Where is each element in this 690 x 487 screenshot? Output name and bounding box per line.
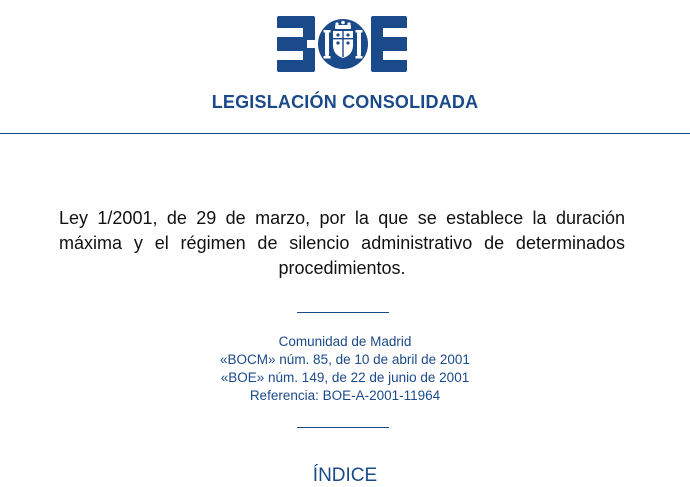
- coat-of-arms-icon: [318, 19, 368, 69]
- index-heading: ÍNDICE: [312, 465, 378, 486]
- section-title: LEGISLACIÓN CONSOLIDADA: [211, 92, 479, 112]
- publication-info: [0, 333, 690, 405]
- logo-letter-e: [371, 16, 407, 72]
- boe-logo: [277, 16, 407, 72]
- separator-top: [297, 312, 389, 313]
- separator-bottom: [297, 427, 389, 428]
- publication-community: Comunidad de Madrid: [278, 334, 412, 349]
- header-divider: [0, 133, 690, 134]
- publication-bocm: «BOCM» núm. 85, de 10 de abril de 2001: [220, 352, 470, 367]
- publication-reference: Referencia: BOE-A-2001-11964: [249, 388, 441, 403]
- publication-boe: «BOE» núm. 149, de 22 de junio de 2001: [220, 370, 470, 385]
- document-title: Ley 1/2001, de 29 de marzo, por la que se establece la duración máxima y el régimen de silencio administrativo de determinados procedimientos.: [59, 208, 625, 278]
- boe-logo-graphic: [277, 16, 407, 72]
